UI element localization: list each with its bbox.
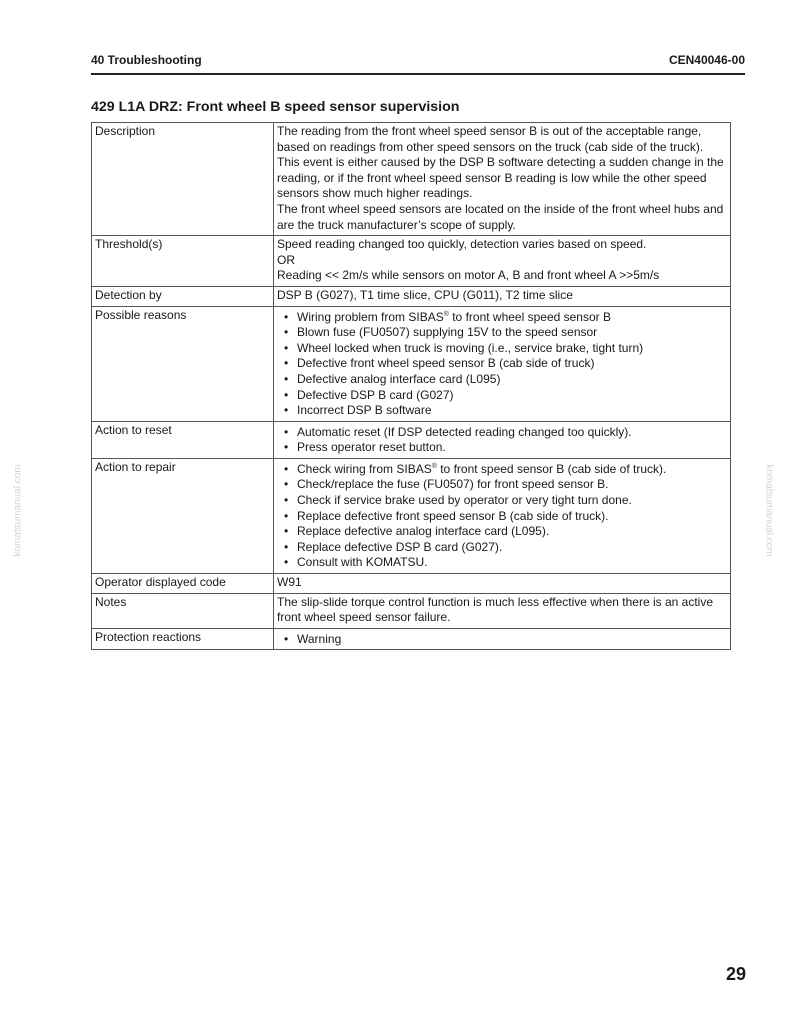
list-item: • Defective front wheel speed sensor B (cab side of truck) [297,356,727,372]
registered-mark: ® [431,462,437,470]
reset-label: Action to reset [92,421,274,458]
document-code: CEN40046-00 [668,53,745,67]
registered-mark: ® [443,310,449,318]
list-item: • Wheel locked when truck is moving (i.e., service brake, tight turn) [297,341,727,357]
fault-spec-table [91,122,731,650]
watermark-left: komatsumanual.com [12,464,24,557]
list-item: • Incorrect DSP B software [297,403,727,419]
protection-label: Protection reactions [92,628,274,650]
threshold-line: Reading << 2m/s while sensors on motor A, B and front wheel A >>5m/s [277,268,660,283]
page-title: 429 L1A DRZ: Front wheel B speed sensor supervision [91,99,460,115]
repair-value [274,458,731,573]
list-item: • Warning [297,632,727,648]
description-paragraph: This event is either caused by the DSP B software detecting a sudden change in the reading, or if the front wheel speed sensor B reading is low while the other speed sensors show much higher readings. [277,155,724,201]
thresholds-row [92,236,731,287]
list-item: • Consult with KOMATSU. [297,555,727,571]
description-row [92,123,731,236]
repair-list [277,462,727,571]
watermark-right: komatsumanual.com [763,464,775,557]
reasons-list [277,310,727,419]
description-value [274,123,731,236]
list-item: • Check/replace the fuse (FU0507) for front speed sensor B. [297,477,727,493]
detection-value: DSP B (G027), T1 time slice, CPU (G011), T2 time slice [274,286,731,306]
reset-value [274,421,731,458]
list-item: • Defective analog interface card (L095) [297,372,727,388]
thresholds-value [274,236,731,287]
operator-code-row [92,574,731,594]
description-paragraph: The front wheel speed sensors are located on the inside of the front wheel hubs and are the truck manufacturer’s scope of supply. [277,201,724,232]
reasons-row [92,306,731,421]
reasons-value [274,306,731,421]
list-item: • Press operator reset button. [297,440,727,456]
detection-label: Detection by [92,286,274,306]
notes-label: Notes [92,593,274,628]
notes-value: The slip-slide torque control function is much less effective when there is an active front wheel speed sensor failure. [274,593,731,628]
list-item: • Wiring problem from SIBAS® to front wheel speed sensor B [297,310,727,326]
threshold-line: Speed reading changed too quickly, detection varies based on speed. [277,237,647,252]
notes-row [92,593,731,628]
page-header [91,51,745,75]
reset-row [92,421,731,458]
reasons-label: Possible reasons [92,306,274,421]
description-paragraph: The reading from the front wheel speed sensor B is out of the acceptable range, based on readings from other speed sensors on the truck (cab side of the truck). [277,124,704,154]
list-item: • Blown fuse (FU0507) supplying 15V to the speed sensor [297,325,727,341]
protection-row [92,628,731,650]
threshold-line: OR [277,252,295,267]
list-item: • Check wiring from SIBAS® to front speed sensor B (cab side of truck). [297,462,727,478]
list-item: • Automatic reset (If DSP detected reading changed too quickly). [297,425,727,441]
protection-value [274,628,731,650]
repair-row [92,458,731,573]
list-item: • Replace defective DSP B card (G027). [297,540,727,556]
list-item: • Replace defective front speed sensor B (cab side of truck). [297,509,727,525]
operator-code-label: Operator displayed code [92,574,274,594]
description-label: Description [92,123,274,236]
list-item: • Check if service brake used by operator or very tight turn done. [297,493,727,509]
section-title: 40 Troubleshooting [91,53,202,67]
protection-list [277,632,727,648]
detection-row [92,286,731,306]
thresholds-label: Threshold(s) [92,236,274,287]
reset-list [277,425,727,456]
list-item: • Replace defective analog interface card (L095). [297,524,727,540]
list-item: • Defective DSP B card (G027) [297,388,727,404]
operator-code-value: W91 [274,574,731,594]
repair-label: Action to repair [92,458,274,573]
page-number: 29 [725,964,746,984]
